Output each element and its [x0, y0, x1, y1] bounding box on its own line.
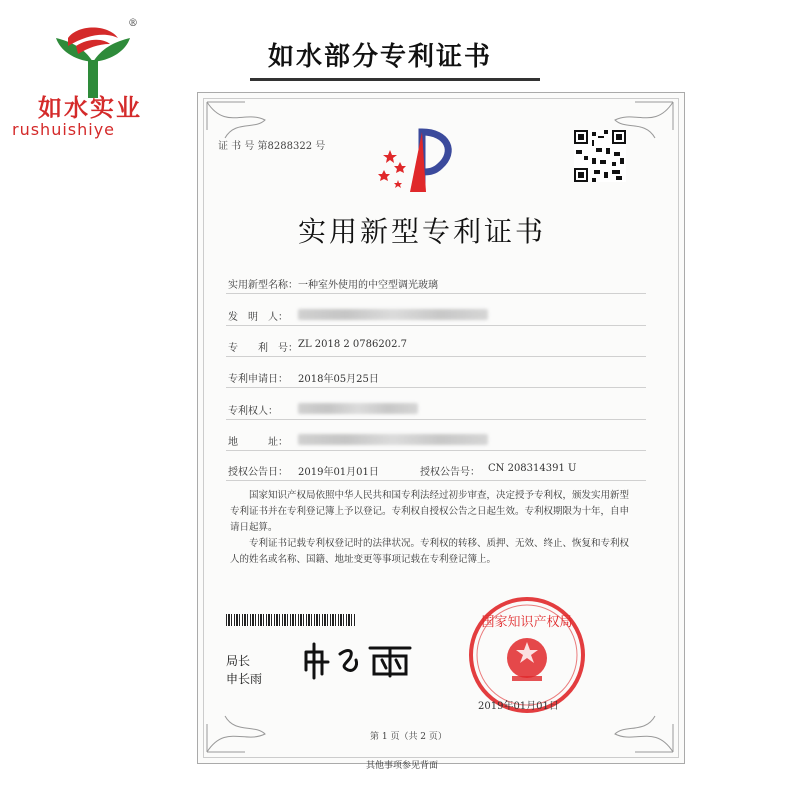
- registered-mark: ®: [128, 18, 138, 29]
- application-date-label: 专利申请日：: [228, 374, 288, 385]
- corner-ornament-icon: [205, 100, 285, 140]
- announcement-number-label: 授权公告号：: [420, 467, 480, 478]
- barcode-icon: [226, 614, 356, 626]
- announcement-date-value: 2019年01月01日: [298, 467, 379, 478]
- row-divider: [226, 325, 646, 326]
- patentee-redacted: [298, 403, 418, 414]
- page-number: 第 1 页（共 2 页）: [370, 732, 447, 742]
- utility-model-name-value: 一种室外使用的中空型调光玻璃: [298, 280, 438, 291]
- certificate-title: 实用新型专利证书: [298, 215, 547, 248]
- corner-ornament-icon: [205, 714, 285, 754]
- row-divider: [226, 480, 646, 481]
- patentee-label: 专利权人：: [228, 406, 278, 417]
- row-divider: [226, 356, 646, 357]
- qr-code-icon: [574, 130, 626, 182]
- application-date-value: 2018年05月25日: [298, 374, 379, 385]
- seal-date: 2019年01月01日: [478, 701, 559, 712]
- page-title: 如水部分专利证书: [268, 42, 493, 72]
- patent-office-emblem-icon: [370, 122, 460, 202]
- brand-name-cn: 如水实业: [38, 93, 142, 122]
- title-underline: [250, 78, 540, 81]
- patent-number-label: 专 利 号：: [228, 343, 298, 354]
- certificate-number: 证 书 号 第8288322 号: [218, 141, 326, 152]
- inventor-redacted: [298, 309, 488, 320]
- row-divider: [226, 293, 646, 294]
- director-title: 局长: [226, 654, 251, 668]
- certificate-paragraph-1: 国家知识产权局依照中华人民共和国专利法经过初步审查，决定授予专利权，颁发实用新型专利证书并在专利登记簿上予以登记。专利权自授权公告之日起生效。专利权期限为十年，自申请日起算。: [230, 490, 630, 533]
- seal-text: 国家知识产权局: [481, 615, 573, 630]
- announcement-date-label: 授权公告日：: [228, 467, 288, 478]
- row-divider: [226, 450, 646, 451]
- address-redacted: [298, 434, 488, 445]
- brand-name-en: rushuishiye: [12, 120, 116, 139]
- row-divider: [226, 419, 646, 420]
- row-divider: [226, 387, 646, 388]
- certificate-paragraph-2: 专利证书记载专利权登记时的法律状况。专利权的转移、质押、无效、终止、恢复和专利权人的姓名或名称、国籍、地址变更等事项记载在专利登记簿上。: [230, 538, 630, 565]
- director-signature-icon: [300, 640, 420, 680]
- corner-ornament-icon: [595, 714, 675, 754]
- inventor-label: 发 明 人：: [228, 312, 288, 323]
- announcement-number-value: CN 208314391 U: [488, 463, 577, 474]
- patent-number-value: ZL 2018 2 0786202.7: [298, 339, 408, 350]
- address-label: 地 址：: [228, 437, 288, 448]
- director-name: 申长雨: [226, 672, 263, 686]
- utility-model-name-label: 实用新型名称：: [228, 280, 298, 291]
- footer-note: 其他事项参见背面: [366, 761, 439, 771]
